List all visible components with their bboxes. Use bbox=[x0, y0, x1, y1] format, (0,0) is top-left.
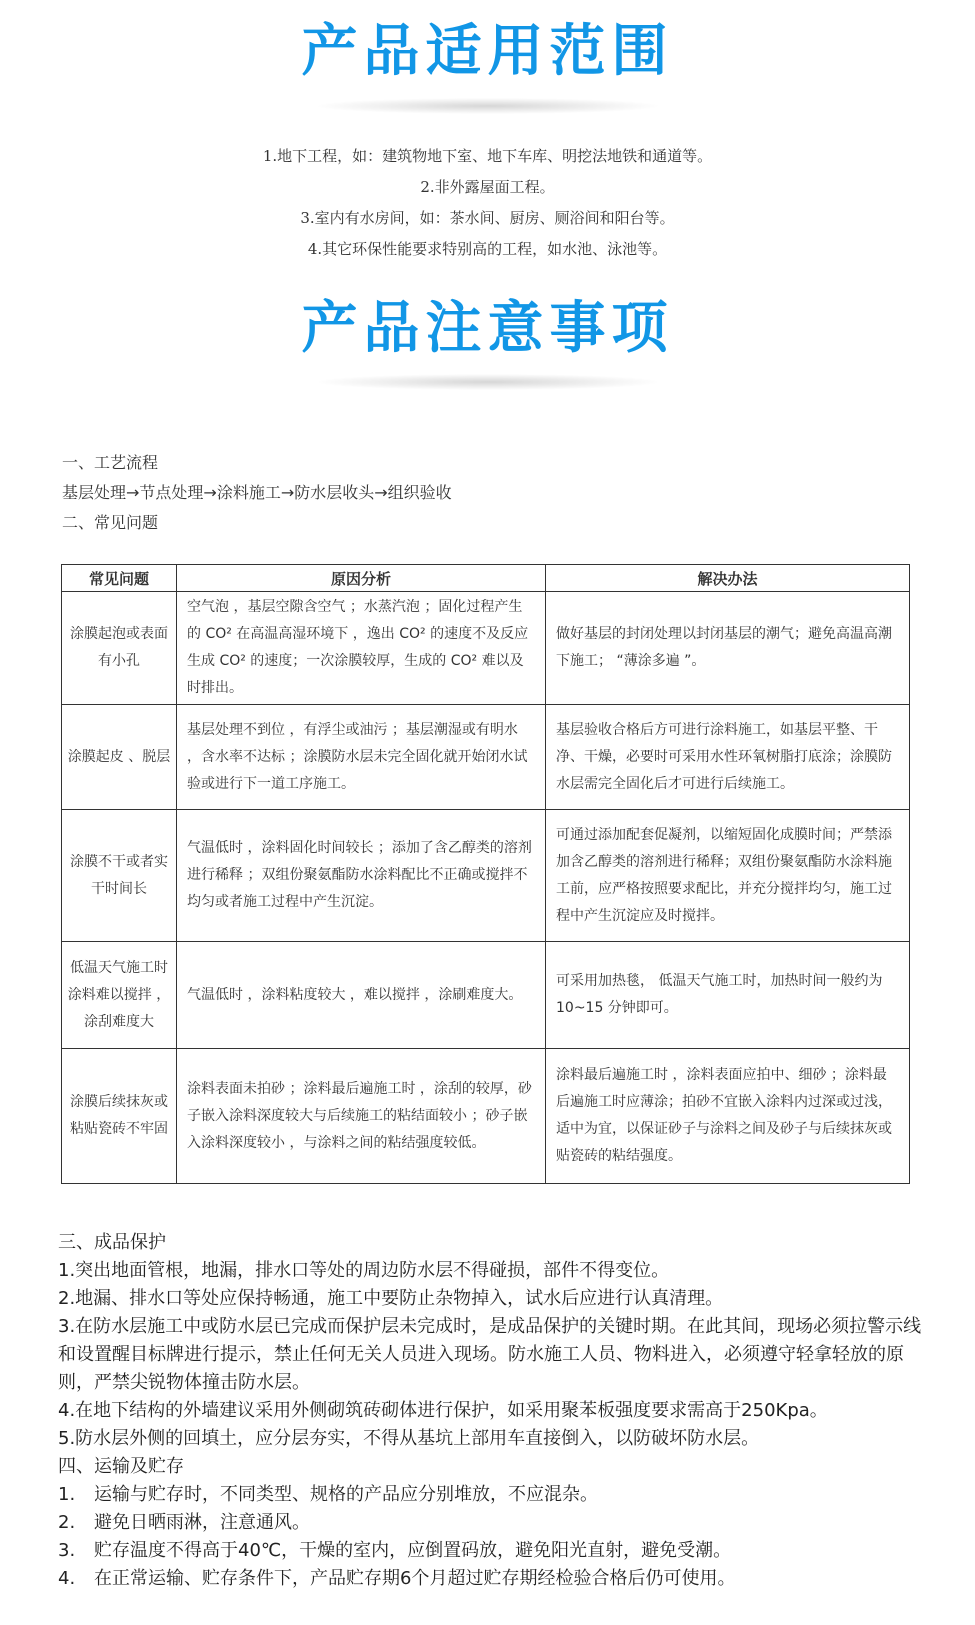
problem-cell: 涂膜起皮 、脱层 bbox=[62, 705, 177, 810]
scope-list bbox=[0, 141, 975, 265]
storage-item-text: 贮存温度不得高于40℃，干燥的室内，应倒置码放，避免阳光直射，避免受潮。 bbox=[94, 1540, 732, 1561]
table-row bbox=[62, 705, 910, 810]
cause-cell: 基层处理不到位 ，有浮尘或油污 ；基层潮湿或有明水 ，含水率不达标 ；涂膜防水层未完全固化就开始闭水试验或进行下一道工序施工。 bbox=[177, 705, 546, 810]
storage-item bbox=[58, 1509, 938, 1537]
storage-item-text: 运输与贮存时，不同类型、规格的产品应分别堆放，不应混杂。 bbox=[94, 1484, 598, 1505]
table-row bbox=[62, 1049, 910, 1184]
scope-item: 4.其它环保性能要求特别高的工程，如水池、泳池等。 bbox=[307, 240, 668, 258]
storage-item-number: 1. bbox=[58, 1484, 76, 1505]
table-row bbox=[62, 592, 910, 705]
storage-heading: 四、运输及贮存 bbox=[58, 1456, 184, 1477]
storage-item-number: 2. bbox=[58, 1512, 76, 1533]
col-header-cause: 原因分析 bbox=[177, 565, 546, 592]
problem-cell: 涂膜不干或者实干时间长 bbox=[62, 810, 177, 942]
table-header-row bbox=[62, 565, 910, 592]
scope-title-shadow bbox=[318, 98, 658, 114]
storage-item bbox=[58, 1565, 938, 1593]
solution-cell: 基层验收合格后方可进行涂料施工，如基层平整、干净、干燥，必要时可采用水性环氧树脂打底涂；涂膜防水层需完全固化后才可进行后续施工。 bbox=[546, 705, 910, 810]
storage-item bbox=[58, 1537, 938, 1565]
bottom-text bbox=[58, 1229, 938, 1593]
protection-item: 1.突出地面管根，地漏，排水口等处的周边防水层不得碰损，部件不得变位。 bbox=[58, 1260, 670, 1281]
process-flow: 基层处理→节点处理→涂料施工→防水层收头→组织验收 bbox=[62, 483, 452, 502]
problem-cell: 涂膜后续抹灰或粘贴瓷砖不牢固 bbox=[62, 1049, 177, 1184]
storage-item-text: 避免日晒雨淋，注意通风。 bbox=[94, 1512, 310, 1533]
protection-item: 5.防水层外侧的回填土，应分层夯实，不得从基坑上部用车直接倒入，以防破坏防水层。 bbox=[58, 1428, 760, 1449]
protection-item: 3.在防水层施工中或防水层已完成而保护层未完成时，是成品保护的关键时期。在此其间，现场必须拉警示线和设置醒目标牌进行提示，禁止任何无关人员进入现场。防水施工人员、物料进入，必须遵守轻拿轻放的原则，严禁尖锐物体撞击防水层。 bbox=[58, 1316, 922, 1393]
scope-title: 产品适用范围 bbox=[301, 19, 674, 84]
solution-cell: 可采用加热毯， 低温天气施工时，加热时间一般约为 10~15 分钟即可。 bbox=[546, 942, 910, 1049]
cause-cell: 气温低时 ，涂料固化时间较长 ；添加了含乙醇类的溶剂进行稀释 ；双组份聚氨酯防水涂料配比不正确或搅拌不均匀或者施工过程中产生沉淀。 bbox=[177, 810, 546, 942]
problems-table bbox=[61, 564, 910, 1184]
notes-title: 产品注意事项 bbox=[301, 296, 674, 361]
scope-item: 2.非外露屋面工程。 bbox=[420, 178, 555, 196]
cause-cell: 涂料表面未拍砂 ；涂料最后遍施工时 ，涂刮的较厚，砂子嵌入涂料深度较大与后续施工的粘结面较小 ；砂子嵌入涂料深度较小 ，与涂料之间的粘结强度较低。 bbox=[177, 1049, 546, 1184]
col-header-solution: 解决办法 bbox=[546, 565, 910, 592]
protection-item: 4.在地下结构的外墙建议采用外侧砌筑砖砌体进行保护，如采用聚苯板强度要求需高于250Kpa。 bbox=[58, 1400, 828, 1421]
storage-item bbox=[58, 1481, 938, 1509]
cause-cell: 气温低时 ，涂料粘度较大 ，难以搅拌 ，涂刷难度大。 bbox=[177, 942, 546, 1049]
problems-heading: 二、常见问题 bbox=[62, 513, 159, 532]
col-header-problem: 常见问题 bbox=[62, 565, 177, 592]
storage-item-number: 3. bbox=[58, 1540, 76, 1561]
protection-item: 2.地漏、排水口等处应保持畅通，施工中要防止杂物掉入，试水后应进行认真清理。 bbox=[58, 1288, 724, 1309]
storage-item-text: 在正常运输、贮存条件下，产品贮存期6个月超过贮存期经检验合格后仍可使用。 bbox=[94, 1568, 736, 1589]
process-heading: 一、工艺流程 bbox=[62, 453, 159, 472]
scope-item: 1.地下工程，如：建筑物地下室、地下车库、明挖法地铁和通道等。 bbox=[262, 147, 713, 165]
scope-item: 3.室内有水房间，如：茶水间、厨房、厕浴间和阳台等。 bbox=[300, 209, 675, 227]
solution-cell: 可通过添加配套促凝剂，以缩短固化成膜时间；严禁添加含乙醇类的溶剂进行稀释；双组份聚氨酯防水涂料施工前，应严格按照要求配比，并充分搅拌均匀，施工过程中产生沉淀应及时搅拌。 bbox=[546, 810, 910, 942]
table-row bbox=[62, 942, 910, 1049]
table-row bbox=[62, 810, 910, 942]
solution-cell: 做好基层的封闭处理以封闭基层的潮气；避免高温高潮下施工； “薄涂多遍 ”。 bbox=[546, 592, 910, 705]
notes-title-shadow bbox=[318, 374, 658, 390]
solution-cell: 涂料最后遍施工时 ，涂料表面应拍中、细砂 ；涂料最后遍施工时应薄涂；拍砂不宜嵌入涂料内过深或过浅，适中为宜，以保证砂子与涂料之间及砂子与后续抹灰或贴瓷砖的粘结强度。 bbox=[546, 1049, 910, 1184]
problem-cell: 低温天气施工时涂料难以搅拌 ，涂刮难度大 bbox=[62, 942, 177, 1049]
storage-item-number: 4. bbox=[58, 1568, 76, 1589]
problem-cell: 涂膜起泡或表面有小孔 bbox=[62, 592, 177, 705]
protection-heading: 三、成品保护 bbox=[58, 1232, 166, 1253]
cause-cell: 空气泡 ，基层空隙含空气 ；水蒸汽泡 ；固化过程产生的 CO² 在高温高湿环境下 ，逸出 CO² 的速度不及反应生成 CO² 的速度；一次涂膜较厚，生成的 CO² 难以及时排出。 bbox=[177, 592, 546, 705]
